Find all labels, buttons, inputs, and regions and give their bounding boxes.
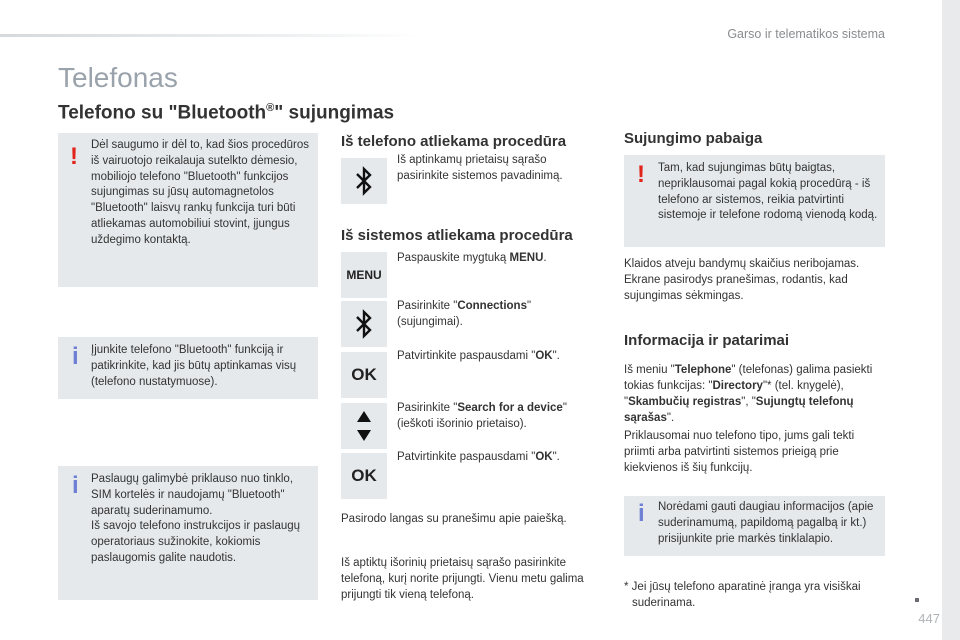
services-info-note	[58, 466, 318, 600]
note-text: Įjunkite telefono "Bluetooth" funkciją ir patikrinkite, kad jis būtų aptinkamas visų (telefono nustatymuose).	[91, 344, 297, 388]
bluetooth-icon-box	[341, 158, 387, 204]
ok-button-icon	[341, 352, 387, 398]
bluetooth-icon-box	[341, 301, 387, 347]
bluetooth-info-note	[58, 337, 318, 399]
page-title: Telefonas	[58, 62, 178, 93]
menu-icon-label: MENU	[346, 268, 382, 282]
phone-step-text: Iš aptinkamų prietaisų sąrašo pasirinkite sistemos pavadinimą.	[397, 154, 563, 182]
bluetooth-icon	[353, 308, 375, 340]
info-icon: i	[72, 472, 79, 499]
ok-icon-label: OK	[351, 466, 377, 485]
system-procedure-heading: Iš sistemos atliekama procedūra	[341, 227, 573, 244]
up-down-icon	[355, 409, 373, 443]
phone-procedure-heading: Iš telefono atliekama procedūra	[341, 133, 567, 150]
up-down-arrows-icon	[341, 403, 387, 449]
section-title: Garso ir telematikos sistema	[727, 27, 885, 41]
ok-button-icon	[341, 453, 387, 499]
bluetooth-icon	[353, 165, 375, 197]
pairing-warning-note	[624, 155, 885, 247]
note-text: Tam, kad sujungimas būtų baigtas, nepriklausomai pagal kokią procedūrą - iš telefono ar sistemos, reikia patvirtinti sistemoje ir telefone rodomą vienodą kodą.	[658, 162, 878, 222]
system-step-3: Patvirtinkite paspausdami "OK".	[397, 350, 560, 362]
select-phone-text: Iš aptiktų išorinių prietaisų sąrašo pasirinkite telefoną, kurį norite prijungti. Vienu metu galima prijungti tik vieną telefoną.	[341, 557, 584, 601]
info-icon: i	[638, 500, 645, 527]
header-rule	[0, 34, 420, 37]
system-step-4: Pasirinkite "Search for a device" (ieškoti išorinio prietaiso).	[397, 402, 567, 430]
footnote: * Jei jūsų telefono aparatinė įranga yra visiškai suderinama.	[624, 581, 861, 609]
main-heading: Telefono su "Bluetooth®" sujungimas	[58, 102, 395, 124]
warning-icon: !	[70, 143, 78, 170]
pairing-end-heading: Sujungimo pabaiga	[624, 130, 763, 147]
telephone-menu-text: Iš meniu "Telephone" (telefonas) galima pasiekti tokias funkcijas: "Directory"* (tel. knygelė), "Skambučių registras", "Sujungtų telefonų sąrašas".	[624, 364, 873, 424]
website-info-note	[624, 496, 885, 556]
note-text: Paslaugų galimybė priklauso nuo tinklo, SIM kortelės ir naudojamų "Bluetooth" aparatų suderinamumo. Iš savojo telefono instrukcijos ir paslaugų operatoriaus sužinokite, kokiomis paslaugomis galite naudotis.	[91, 473, 301, 564]
search-window-text: Pasirodo langas su pranešimu apie paiešką.	[341, 513, 567, 525]
system-step-2: Pasirinkite "Connections" (sujungimai).	[397, 300, 532, 328]
access-text: Priklausomai nuo telefono tipo, jums gali tekti priimti arba patvirtinti sistemos prieigą prie kiekvienos iš šių funkcijų.	[624, 430, 855, 474]
warning-icon: !	[637, 161, 645, 188]
note-text: Norėdami gauti daugiau informacijos (apie suderinamumą, papildomą pagalbą ir kt.) prisijunkite prie markės tinklalapio.	[658, 501, 874, 545]
info-tips-heading: Informacija ir patarimai	[624, 332, 790, 349]
note-text: Dėl saugumo ir dėl to, kad šios procedūros iš vairuotojo reikalauja sutelkto dėmesio, mobiliojo telefono "Bluetooth" funkcijos sujungimas su jūsų automagnetolos "Bluetooth" laisvų rankų funkcija turi būti atliekamas automobiliui stovint, įjungus uždegimo kontaktą.	[91, 139, 309, 246]
page-number: 447	[918, 611, 940, 626]
page-edge-strip	[942, 0, 960, 640]
ok-icon-label: OK	[351, 365, 377, 384]
page-marker	[915, 598, 919, 602]
system-step-1: Paspauskite mygtuką MENU.	[397, 252, 547, 264]
safety-warning-note	[58, 133, 318, 287]
info-icon: i	[72, 343, 79, 370]
menu-button-icon	[341, 252, 387, 298]
system-step-5: Patvirtinkite paspausdami "OK".	[397, 451, 560, 463]
pairing-result-text: Klaidos atveju bandymų skaičius neribojamas. Ekrane pasirodys pranešimas, rodantis, kad sujungimas sėkmingas.	[624, 258, 860, 302]
